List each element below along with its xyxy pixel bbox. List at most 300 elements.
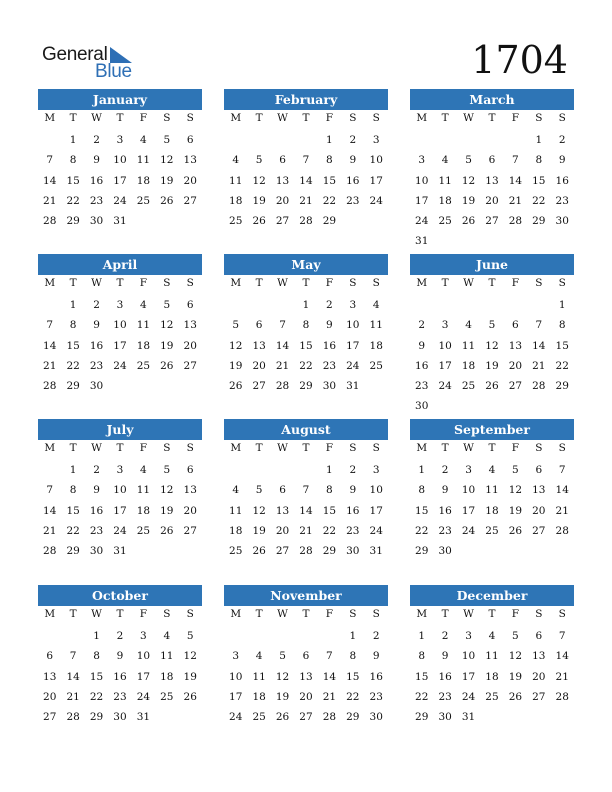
weekday-header: S — [163, 442, 171, 454]
day-cell: 30 — [89, 379, 104, 392]
day-cell: 11 — [485, 484, 499, 497]
empty-cell — [247, 626, 270, 646]
day-cell: 21 — [43, 524, 57, 537]
month-title: January — [38, 89, 202, 110]
day-cell: 27 — [275, 544, 290, 557]
day-cell: 5 — [163, 299, 171, 312]
empty-cell — [271, 626, 294, 646]
day-cell: 25 — [369, 359, 383, 372]
day-cell: 13 — [299, 670, 313, 683]
day-cell: 7 — [326, 650, 333, 663]
day-cell: 21 — [275, 359, 290, 372]
empty-cell — [271, 130, 294, 150]
day-cell: 23 — [322, 359, 337, 372]
day-cell: 12 — [160, 484, 174, 497]
day-cell: 31 — [369, 544, 383, 557]
day-cell: 2 — [418, 319, 426, 332]
month-day-grid — [224, 275, 388, 396]
day-cell: 31 — [461, 710, 476, 723]
empty-cell — [294, 460, 317, 480]
weekday-header: W — [91, 442, 102, 454]
empty-cell — [224, 130, 247, 150]
empty-cell — [480, 130, 503, 150]
empty-cell — [504, 295, 527, 315]
day-cell: 23 — [89, 359, 104, 372]
month-title: March — [410, 89, 574, 110]
day-cell: 7 — [302, 484, 310, 497]
day-cell: 19 — [229, 359, 243, 372]
weekday-header: M — [230, 608, 242, 620]
empty-cell — [410, 295, 433, 315]
day-cell: 22 — [299, 359, 313, 372]
weekday-header: S — [558, 442, 566, 454]
month-title: December — [410, 585, 574, 606]
day-cell: 6 — [186, 299, 194, 312]
day-cell: 13 — [532, 484, 546, 497]
month-january — [38, 89, 202, 231]
day-cell: 30 — [89, 544, 104, 557]
day-cell: 22 — [89, 690, 104, 703]
day-cell: 27 — [532, 690, 546, 703]
month-title: July — [38, 419, 202, 440]
weekday-header: W — [91, 277, 102, 289]
day-cell: 18 — [252, 690, 266, 703]
weekday-header: S — [535, 277, 543, 289]
month-august — [224, 419, 388, 561]
day-cell: 19 — [252, 524, 266, 537]
day-cell: 16 — [438, 670, 452, 683]
day-cell: 10 — [346, 319, 360, 332]
day-cell: 27 — [252, 379, 266, 392]
empty-cell — [271, 460, 294, 480]
day-cell: 30 — [438, 544, 452, 557]
day-cell: 11 — [369, 319, 383, 332]
day-cell: 2 — [326, 299, 333, 312]
weekday-header: T — [69, 277, 77, 289]
day-cell: 12 — [508, 650, 523, 663]
month-title: November — [224, 585, 388, 606]
weekday-header: T — [255, 112, 263, 124]
day-cell: 25 — [229, 214, 243, 227]
empty-cell — [318, 626, 341, 646]
day-cell: 7 — [558, 464, 566, 477]
weekday-header: S — [558, 608, 566, 620]
day-cell: 7 — [279, 319, 286, 332]
month-september — [410, 419, 574, 561]
weekday-header: T — [302, 608, 310, 620]
day-cell: 1 — [69, 299, 77, 312]
day-cell: 29 — [89, 710, 104, 723]
day-cell: 14 — [555, 650, 569, 663]
day-cell: 22 — [66, 524, 80, 537]
day-cell: 5 — [512, 630, 519, 643]
day-cell: 26 — [183, 690, 197, 703]
day-cell: 3 — [441, 319, 449, 332]
day-cell: 24 — [346, 359, 360, 372]
weekday-header: T — [69, 442, 77, 454]
day-cell: 4 — [465, 319, 472, 332]
day-cell: 1 — [302, 299, 310, 312]
day-cell: 2 — [441, 464, 449, 477]
empty-cell — [480, 295, 503, 315]
day-cell: 28 — [43, 214, 57, 227]
day-cell: 24 — [461, 690, 476, 703]
day-cell: 3 — [349, 299, 357, 312]
empty-cell — [38, 460, 61, 480]
weekday-header: T — [255, 608, 263, 620]
weekday-header: M — [44, 112, 56, 124]
empty-cell — [247, 295, 270, 315]
day-cell: 20 — [252, 359, 266, 372]
day-cell: 2 — [116, 630, 124, 643]
day-cell: 6 — [512, 319, 519, 332]
empty-cell — [457, 295, 480, 315]
weekday-header: S — [372, 112, 380, 124]
day-cell: 20 — [299, 690, 313, 703]
day-cell: 15 — [66, 504, 80, 517]
day-cell: 23 — [89, 194, 104, 207]
day-cell: 9 — [349, 484, 357, 497]
day-cell: 13 — [532, 650, 546, 663]
weekday-header: T — [488, 112, 496, 124]
day-cell: 20 — [183, 174, 197, 187]
weekday-header: T — [488, 277, 496, 289]
day-cell: 2 — [372, 630, 380, 643]
day-cell: 28 — [299, 544, 313, 557]
day-cell: 8 — [69, 319, 77, 332]
day-cell: 4 — [372, 299, 380, 312]
weekday-header: T — [302, 277, 310, 289]
weekday-header: S — [349, 608, 357, 620]
day-cell: 14 — [66, 670, 80, 683]
weekday-header: F — [139, 608, 148, 620]
day-cell: 6 — [488, 154, 496, 167]
weekday-header: S — [163, 112, 171, 124]
day-cell: 15 — [415, 670, 429, 683]
weekday-header: W — [463, 442, 474, 454]
day-cell: 2 — [349, 464, 357, 477]
month-june — [410, 254, 574, 416]
weekday-header: S — [186, 608, 194, 620]
day-cell: 28 — [66, 710, 80, 723]
day-cell: 6 — [302, 650, 310, 663]
weekday-header: T — [488, 442, 496, 454]
month-february — [224, 89, 388, 231]
day-cell: 7 — [46, 484, 54, 497]
weekday-header: W — [91, 112, 102, 124]
day-cell: 16 — [346, 174, 360, 187]
day-cell: 8 — [418, 484, 426, 497]
day-cell: 16 — [89, 504, 104, 517]
day-cell: 20 — [183, 504, 197, 517]
day-cell: 31 — [113, 214, 127, 227]
day-cell: 17 — [136, 670, 151, 683]
day-cell: 26 — [252, 544, 266, 557]
day-cell: 20 — [508, 359, 523, 372]
day-cell: 19 — [508, 670, 523, 683]
day-cell: 29 — [322, 214, 337, 227]
weekday-header: T — [441, 608, 449, 620]
day-cell: 29 — [346, 710, 360, 723]
day-cell: 18 — [369, 339, 383, 352]
day-cell: 28 — [275, 379, 290, 392]
day-cell: 1 — [69, 134, 77, 147]
month-title: May — [224, 254, 388, 275]
day-cell: 23 — [438, 524, 452, 537]
day-cell: 13 — [485, 174, 499, 187]
day-cell: 15 — [322, 174, 337, 187]
day-cell: 11 — [485, 650, 499, 663]
empty-cell — [457, 130, 480, 150]
day-cell: 10 — [369, 484, 383, 497]
day-cell: 5 — [465, 154, 472, 167]
day-cell: 15 — [415, 504, 429, 517]
day-cell: 15 — [322, 504, 337, 517]
day-cell: 22 — [322, 194, 337, 207]
day-cell: 23 — [346, 524, 360, 537]
day-cell: 24 — [229, 710, 243, 723]
month-day-grid — [38, 275, 202, 396]
day-cell: 17 — [438, 359, 452, 372]
day-cell: 24 — [113, 359, 127, 372]
day-cell: 27 — [508, 379, 523, 392]
day-cell: 23 — [113, 690, 127, 703]
empty-cell — [61, 626, 84, 646]
day-cell: 15 — [89, 670, 104, 683]
weekday-header: W — [463, 608, 474, 620]
day-cell: 26 — [508, 524, 523, 537]
day-cell: 21 — [43, 194, 57, 207]
day-cell: 10 — [136, 650, 151, 663]
day-cell: 9 — [418, 339, 426, 352]
empty-cell — [527, 295, 550, 315]
month-day-grid — [224, 606, 388, 727]
day-cell: 24 — [461, 524, 476, 537]
day-cell: 29 — [66, 214, 80, 227]
day-cell: 10 — [438, 339, 452, 352]
day-cell: 14 — [322, 670, 337, 683]
day-cell: 25 — [136, 359, 151, 372]
weekday-header: F — [325, 112, 334, 124]
day-cell: 24 — [113, 194, 127, 207]
day-cell: 1 — [535, 134, 543, 147]
day-cell: 22 — [532, 194, 546, 207]
day-cell: 23 — [555, 194, 569, 207]
day-cell: 9 — [93, 319, 100, 332]
day-cell: 27 — [275, 214, 290, 227]
day-cell: 29 — [66, 379, 80, 392]
day-cell: 21 — [555, 504, 569, 517]
weekday-header: T — [69, 112, 77, 124]
day-cell: 24 — [369, 524, 383, 537]
day-cell: 17 — [369, 504, 383, 517]
day-cell: 19 — [160, 504, 174, 517]
day-cell: 14 — [299, 174, 313, 187]
day-cell: 4 — [441, 154, 449, 167]
weekday-header: W — [463, 277, 474, 289]
day-cell: 28 — [299, 214, 313, 227]
day-cell: 3 — [418, 154, 426, 167]
day-cell: 16 — [438, 504, 452, 517]
day-cell: 14 — [532, 339, 546, 352]
day-cell: 3 — [116, 299, 124, 312]
day-cell: 1 — [349, 630, 357, 643]
day-cell: 17 — [113, 339, 127, 352]
day-cell: 25 — [438, 214, 452, 227]
day-cell: 27 — [183, 524, 197, 537]
day-cell: 4 — [163, 630, 171, 643]
empty-cell — [247, 130, 270, 150]
weekday-header: T — [255, 442, 263, 454]
day-cell: 18 — [485, 504, 499, 517]
empty-cell — [247, 460, 270, 480]
day-cell: 6 — [186, 134, 194, 147]
day-cell: 16 — [415, 359, 429, 372]
day-cell: 28 — [555, 690, 569, 703]
day-cell: 16 — [89, 339, 104, 352]
day-cell: 7 — [302, 154, 310, 167]
month-day-grid — [410, 606, 574, 727]
weekday-header: T — [116, 608, 124, 620]
day-cell: 18 — [136, 504, 151, 517]
empty-cell — [38, 295, 61, 315]
day-cell: 7 — [558, 630, 566, 643]
day-cell: 2 — [93, 134, 100, 147]
weekday-header: W — [277, 277, 288, 289]
weekday-header: S — [535, 112, 543, 124]
weekday-header: T — [69, 608, 77, 620]
day-cell: 26 — [160, 524, 174, 537]
day-cell: 5 — [279, 650, 286, 663]
weekday-header: F — [139, 442, 148, 454]
day-cell: 4 — [488, 464, 496, 477]
day-cell: 29 — [532, 214, 546, 227]
year-title: 1704 — [471, 38, 568, 82]
day-cell: 2 — [441, 630, 449, 643]
day-cell: 17 — [229, 690, 243, 703]
day-cell: 11 — [136, 319, 151, 332]
day-cell: 26 — [160, 359, 174, 372]
day-cell: 1 — [69, 464, 77, 477]
day-cell: 5 — [232, 319, 240, 332]
empty-cell — [38, 626, 61, 646]
day-cell: 17 — [369, 174, 383, 187]
day-cell: 12 — [183, 650, 197, 663]
month-day-grid — [38, 110, 202, 231]
weekday-header: M — [416, 442, 428, 454]
day-cell: 4 — [232, 484, 240, 497]
weekday-header: S — [349, 442, 357, 454]
weekday-header: S — [535, 442, 543, 454]
weekday-header: F — [139, 112, 148, 124]
day-cell: 6 — [279, 484, 286, 497]
day-cell: 12 — [461, 174, 476, 187]
weekday-header: W — [277, 608, 288, 620]
day-cell: 12 — [252, 504, 266, 517]
day-cell: 8 — [418, 650, 426, 663]
weekday-header: S — [558, 112, 566, 124]
day-cell: 30 — [438, 710, 452, 723]
day-cell: 20 — [275, 194, 290, 207]
day-cell: 26 — [252, 214, 266, 227]
month-title: September — [410, 419, 574, 440]
day-cell: 19 — [485, 359, 499, 372]
day-cell: 16 — [555, 174, 569, 187]
day-cell: 24 — [369, 194, 383, 207]
day-cell: 12 — [229, 339, 243, 352]
day-cell: 21 — [43, 359, 57, 372]
day-cell: 14 — [43, 339, 57, 352]
weekday-header: M — [44, 608, 56, 620]
day-cell: 28 — [532, 379, 546, 392]
day-cell: 5 — [186, 630, 194, 643]
day-cell: 10 — [113, 154, 127, 167]
weekday-header: S — [372, 277, 380, 289]
month-day-grid — [224, 110, 388, 231]
day-cell: 13 — [508, 339, 523, 352]
empty-cell — [410, 130, 433, 150]
day-cell: 30 — [369, 710, 383, 723]
day-cell: 10 — [461, 484, 476, 497]
day-cell: 13 — [43, 670, 57, 683]
month-title: June — [410, 254, 574, 275]
day-cell: 16 — [89, 174, 104, 187]
month-december — [410, 585, 574, 727]
day-cell: 30 — [89, 214, 104, 227]
day-cell: 11 — [252, 670, 266, 683]
day-cell: 23 — [346, 194, 360, 207]
day-cell: 13 — [252, 339, 266, 352]
logo-text-general: General — [42, 44, 108, 65]
day-cell: 8 — [93, 650, 100, 663]
day-cell: 25 — [136, 194, 151, 207]
weekday-header: F — [139, 277, 148, 289]
day-cell: 10 — [461, 650, 476, 663]
day-cell: 19 — [508, 504, 523, 517]
day-cell: 15 — [66, 174, 80, 187]
day-cell: 14 — [43, 504, 57, 517]
day-cell: 30 — [555, 214, 569, 227]
weekday-header: W — [277, 442, 288, 454]
day-cell: 24 — [136, 690, 151, 703]
day-cell: 27 — [485, 214, 499, 227]
day-cell: 7 — [46, 154, 54, 167]
day-cell: 17 — [113, 504, 127, 517]
day-cell: 16 — [369, 670, 383, 683]
day-cell: 9 — [326, 319, 333, 332]
month-april — [38, 254, 202, 396]
month-may — [224, 254, 388, 396]
day-cell: 30 — [113, 710, 127, 723]
day-cell: 21 — [532, 359, 546, 372]
day-cell: 12 — [275, 670, 290, 683]
day-cell: 25 — [485, 690, 499, 703]
logo-text-blue: Blue — [95, 61, 132, 82]
day-cell: 12 — [485, 339, 499, 352]
day-cell: 14 — [275, 339, 290, 352]
day-cell: 29 — [415, 544, 429, 557]
weekday-header: S — [535, 608, 543, 620]
day-cell: 1 — [93, 630, 100, 643]
month-day-grid — [410, 110, 574, 251]
day-cell: 7 — [535, 319, 543, 332]
month-title: October — [38, 585, 202, 606]
day-cell: 25 — [160, 690, 174, 703]
day-cell: 3 — [232, 650, 240, 663]
day-cell: 28 — [555, 524, 569, 537]
weekday-header: F — [325, 608, 334, 620]
month-day-grid — [38, 440, 202, 561]
